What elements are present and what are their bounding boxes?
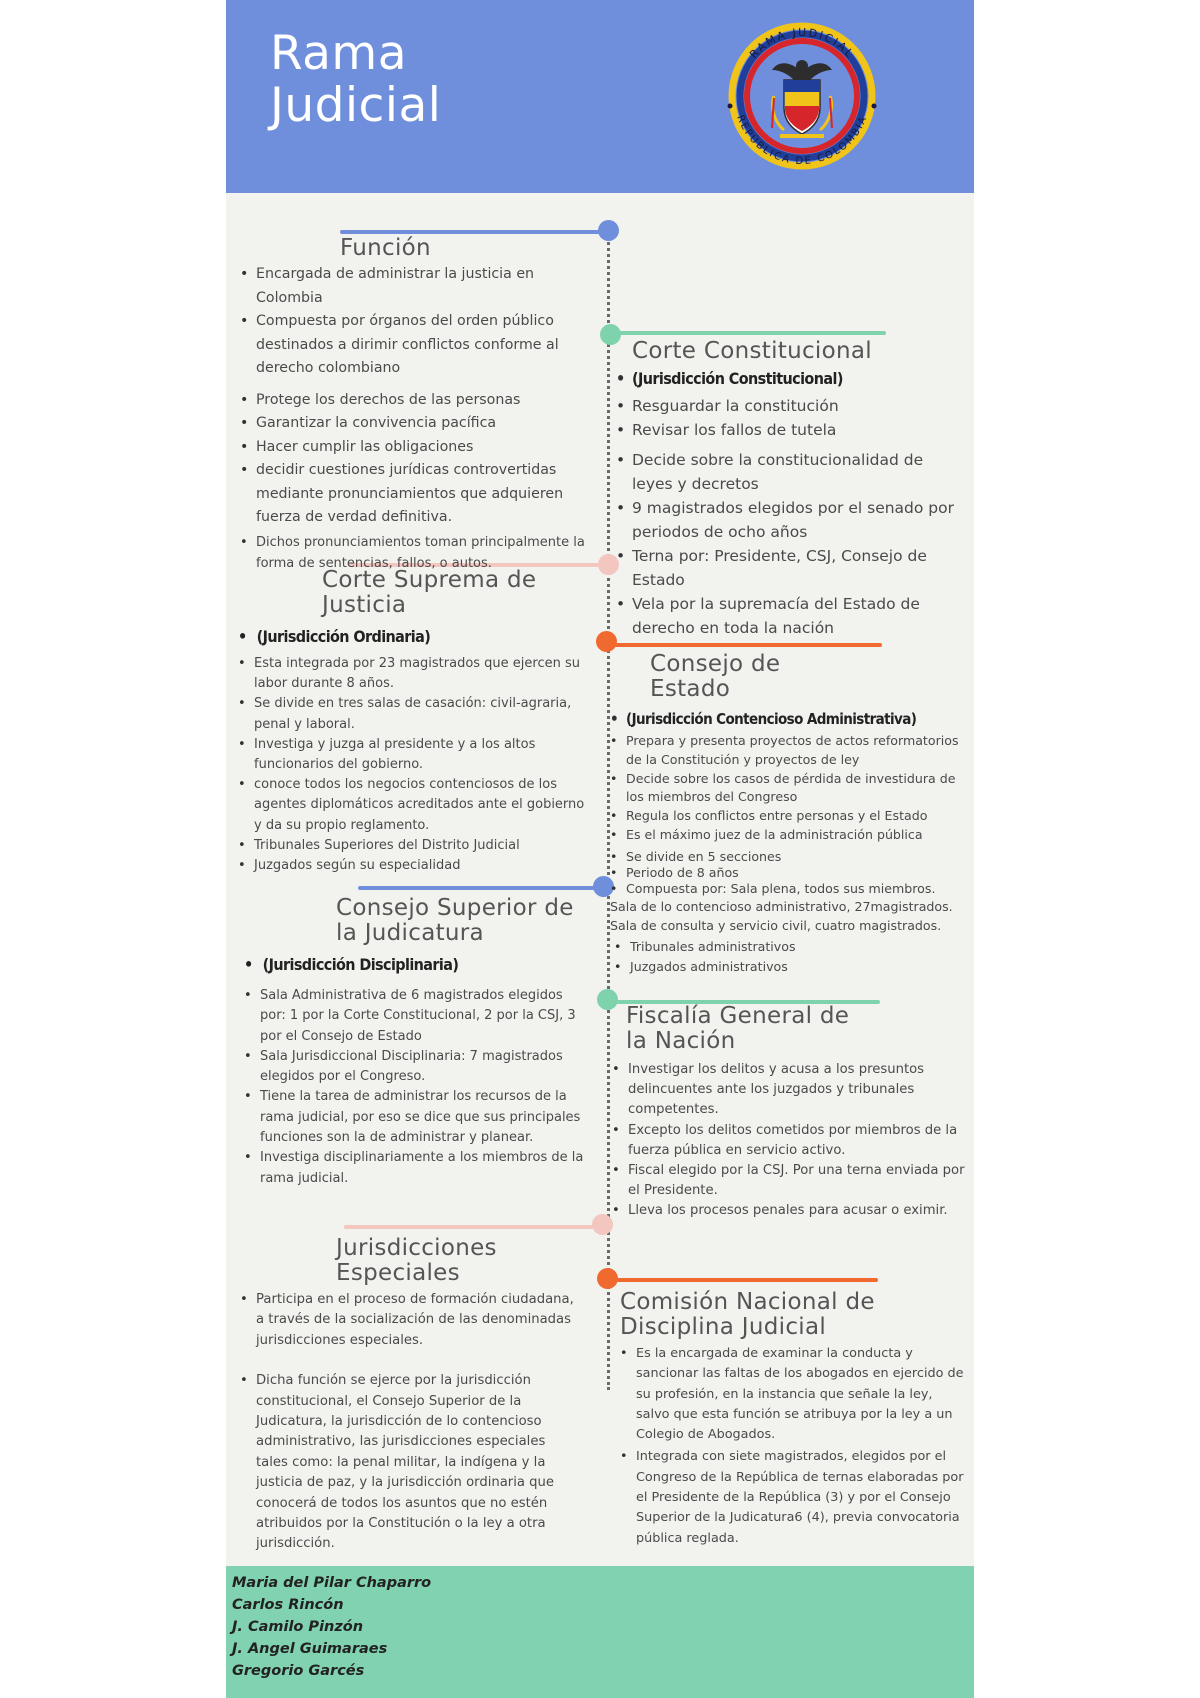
list-item: • Lleva los procesos penales para acusar o eximir. xyxy=(612,1201,966,1221)
list-item: • Compuesta por: Sala plena, todos sus miembros. xyxy=(610,881,970,897)
timeline-dot xyxy=(596,631,617,652)
jurisdiction-label: • (Jurisdicción Constitucional) xyxy=(616,368,968,390)
consejo-estado-extra xyxy=(610,897,970,935)
sala-line: Sala de lo contencioso administrativo, 27magistrados. xyxy=(610,898,953,914)
comision-section xyxy=(620,1290,964,1549)
connector-line xyxy=(608,1278,878,1282)
list-item: • Protege los derechos de las personas xyxy=(240,389,590,413)
list-item: • Sala Jurisdiccional Disciplinaria: 7 magistrados elegidos por el Congreso. xyxy=(244,1047,588,1088)
consejo-superior-list xyxy=(244,986,588,1189)
consejo-estado-title: Consejo de Estado xyxy=(650,651,781,702)
list-item: • Investiga y juzga al presidente y a los altos funcionarios del gobierno. xyxy=(238,735,588,775)
list-item: • Tribunales administrativos xyxy=(614,937,970,957)
list-item: • Esta integrada por 23 magistrados que ejercen su labor durante 8 años. xyxy=(238,654,588,694)
list-item: • Regula los conflictos entre personas y el Estado xyxy=(610,807,970,826)
list-item: • Investiga disciplinariamente a los miembros de la rama judicial. xyxy=(244,1148,588,1189)
author-name: Maria del Pilar Chaparro xyxy=(232,1575,432,1591)
fiscalia-title: Fiscalía General de la Nación xyxy=(626,1003,850,1054)
fiscalia-list xyxy=(612,1060,966,1222)
sala-line: Sala de consulta y servicio civil, cuatro magistrados. xyxy=(610,917,942,933)
list-item: • Juzgados según su especialidad xyxy=(238,856,588,876)
corte-suprema-list xyxy=(238,654,588,876)
list-item: • Encargada de administrar la justicia en Colombia xyxy=(240,263,590,310)
corte-constitucional-title: Corte Constitucional xyxy=(632,338,872,364)
list-item: • Integrada con siete magistrados, elegidos por el Congreso de la República de ternas elaboradas por el Presidente de la República (3) y por el Consejo Superior de la Judicatura6 (4), previa convocatoria pública reglada. xyxy=(620,1447,964,1548)
list-item: • Prepara y presenta proyectos de actos reformatorios de la Constitución y proyectos de ley xyxy=(610,732,970,770)
list-item: • Sala Administrativa de 6 magistrados elegidos por: 1 por la Corte Constitucional, 2 por la CSJ, 3 por el Consejo de Estado xyxy=(244,986,588,1047)
fiscalia-section xyxy=(612,1004,966,1222)
jurisdiction-label: • (Jurisdicción Contencioso Administrativa) xyxy=(610,708,970,730)
funcion-title: Función xyxy=(340,235,431,261)
list-item: • Dicha función se ejerce por la jurisdicción constitucional, el Consejo Superior de la Judicatura, la jurisdicción de lo contencioso administrativo, las jurisdicciones especiales tales como: la penal militar, la indígena y la justicia de paz, y la jurisdicción ordinaria que conocerá de todos los asuntos que no estén atribuidos por la Constitución o la ley a otra jurisdicción. xyxy=(240,1371,580,1555)
connector-line xyxy=(344,1225,600,1229)
list-item: • Es el máximo juez de la administración pública xyxy=(610,826,970,845)
list-item: • Juzgados administrativos xyxy=(614,957,970,977)
corte-suprema-section xyxy=(238,568,588,876)
list-item: • 9 magistrados elegidos por el senado por periodos de ocho años xyxy=(616,496,968,544)
consejo-superior-title: Consejo Superior de la Judicatura xyxy=(336,895,574,946)
funcion-section xyxy=(240,236,590,574)
list-item: • Tiene la tarea de administrar los recursos de la rama judicial, por eso se dice que sus principales funciones son la de administrar y planear. xyxy=(244,1087,588,1148)
jurisdiction-label: • (Jurisdicción Disciplinaria) xyxy=(244,955,459,974)
title-line-2: Judicial xyxy=(270,78,442,133)
corte-suprema-title: Corte Suprema de Justicia xyxy=(322,567,537,618)
funcion-list xyxy=(240,263,590,574)
list-item: • Resguardar la constitución xyxy=(616,394,968,418)
consejo-estado-list xyxy=(610,708,970,897)
list-item: • Compuesta por órganos del orden público destinados a dirimir conflictos conforme al derecho colombiano xyxy=(240,310,590,381)
timeline-dot xyxy=(592,1214,613,1235)
list-item: • Excepto los delitos cometidos por miembros de la fuerza pública en servicio activo. xyxy=(612,1121,966,1161)
connector-line xyxy=(340,230,608,234)
corte-constitucional-list xyxy=(616,368,968,640)
seal-top-text: RAMA JUDICIAL xyxy=(747,25,857,62)
author-name: J. Camilo Pinzón xyxy=(232,1619,364,1635)
jurisdiction-label: • (Jurisdicción Ordinaria) xyxy=(238,627,431,646)
author-name: Carlos Rincón xyxy=(232,1597,344,1613)
infographic xyxy=(226,0,974,1698)
jurisdicciones-list xyxy=(240,1290,580,1555)
consejo-estado-list-2 xyxy=(614,937,970,977)
consejo-superior-section xyxy=(244,896,588,1189)
list-item: • Investigar los delitos y acusa a los presuntos delincuentes ante los juzgados y tribunales competentes. xyxy=(612,1060,966,1121)
title-line-1: Rama xyxy=(270,26,408,81)
jurisdicciones-section xyxy=(240,1236,580,1555)
author-name: Gregorio Garcés xyxy=(232,1663,365,1679)
list-item: • Decide sobre los casos de pérdida de investidura de los miembros del Congreso xyxy=(610,770,970,808)
footer-authors-band xyxy=(226,1566,974,1698)
list-item: • Periodo de 8 años xyxy=(610,865,970,881)
connector-line xyxy=(608,331,886,335)
consejo-estado-section xyxy=(610,652,970,977)
list-item: • Revisar los fallos de tutela xyxy=(616,418,968,442)
list-item: • Se divide en tres salas de casación: civil-agraria, penal y laboral. xyxy=(238,694,588,734)
list-item: • decidir cuestiones jurídicas controvertidas mediante pronunciamientos que adquieren fuerza de verdad definitiva. xyxy=(240,459,590,530)
list-item: • Decide sobre la constitucionalidad de leyes y decretos xyxy=(616,448,968,496)
list-item: • Fiscal elegido por la CSJ. Por una terna enviada por el Presidente. xyxy=(612,1161,966,1201)
connector-line xyxy=(608,643,882,647)
list-item: • Vela por la supremacía del Estado de derecho en toda la nación xyxy=(616,592,968,640)
page-title xyxy=(270,28,441,132)
comision-title: Comisión Nacional de Disciplina Judicial xyxy=(620,1289,875,1340)
list-item: • Hacer cumplir las obligaciones xyxy=(240,436,590,460)
comision-list xyxy=(620,1344,964,1549)
header-banner xyxy=(226,0,974,193)
author-name: J. Angel Guimaraes xyxy=(232,1641,388,1657)
rama-judicial-seal xyxy=(714,8,890,184)
timeline-dot xyxy=(597,1268,618,1289)
timeline-dot xyxy=(598,220,619,241)
list-item: • Dichos pronunciamientos toman principalmente la forma de sentencias, fallos, o autos. xyxy=(240,532,590,574)
authors-list xyxy=(226,1566,974,1682)
list-item: • conoce todos los negocios contenciosos de los agentes diplomáticos acreditados ante el gobierno y da su propio reglamento. xyxy=(238,775,588,836)
list-item: • Garantizar la convivencia pacífica xyxy=(240,412,590,436)
corte-constitucional-section xyxy=(616,339,968,640)
seal-bottom-text: REPÚBLICA DE COLOMBIA xyxy=(734,113,870,168)
jurisdicciones-title: Jurisdicciones Especiales xyxy=(336,1235,497,1286)
list-item: • Participa en el proceso de formación ciudadana, a través de la socialización de las denominadas jurisdicciones especiales. xyxy=(240,1290,580,1351)
list-item: • Es la encargada de examinar la conducta y sancionar las faltas de los abogados en ejercido de su profesión, en la instancia que señale la ley, salvo que esta función se atribuya por la ley a un Colegio de Abogados. xyxy=(620,1344,964,1445)
list-item: • Se divide en 5 secciones xyxy=(610,849,970,865)
connector-line xyxy=(358,886,602,890)
list-item: • Tribunales Superiores del Distrito Judicial xyxy=(238,836,588,856)
list-item: • Terna por: Presidente, CSJ, Consejo de Estado xyxy=(616,544,968,592)
